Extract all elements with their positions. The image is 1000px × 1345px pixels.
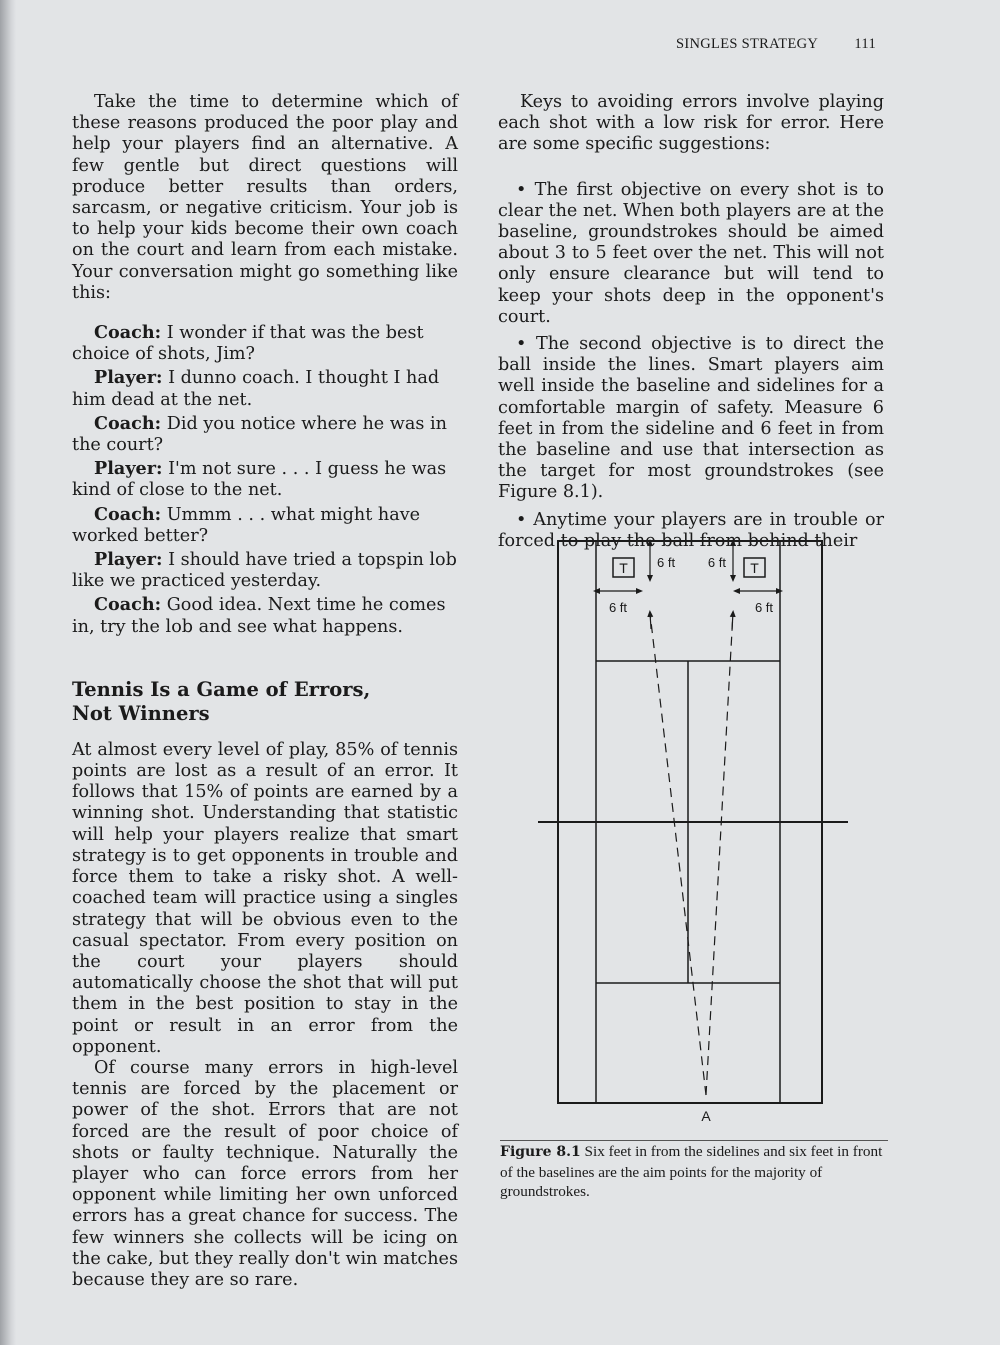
speaker-label: Player:: [94, 549, 163, 571]
dim-label-left: 6 ft: [608, 600, 628, 615]
figure-caption: [500, 1140, 888, 1202]
figure-caption-text: Six feet in from the sidelines and six feet in front of the baselines are the aim points for the majority of groundstrokes.: [500, 1143, 883, 1200]
dialogue-line: [72, 504, 458, 547]
dialogue-text: Did you notice where he was in the court?: [72, 413, 447, 456]
dashed-shot-path-left: [650, 613, 706, 1095]
intro-paragraph: Keys to avoiding errors involve playing each shot with a low risk for error. Here are some specific suggestions:: [498, 92, 884, 155]
speaker-label: Coach:: [94, 594, 162, 616]
dialogue-text: I should have tried a topspin lob like we practiced yesterday.: [72, 550, 457, 592]
dialogue-text: Good idea. Next time he comes in, try the lob and see what happens.: [72, 595, 446, 637]
page-number: 111: [854, 36, 876, 52]
section-heading: [72, 678, 458, 726]
dialogue-text: I wonder if that was the best choice of shots, Jim?: [72, 323, 424, 365]
dialogue-line: [72, 413, 458, 456]
speaker-label: Player:: [94, 458, 163, 480]
body-paragraph: At almost every level of play, 85% of tennis points are lost as a result of an error. It follows that 15% of points are earned by a winning shot. Understanding that statistic will help your players realize that smart strategy is to get opponents in trouble and force them to take a risky shot. A well-coached team will practice using a singles strategy that will be obvious even to the casual spectator. From every position on the court your players should automatically choose the shot that will put them in the best position to stay in the point or result in an error from the opponent.: [72, 739, 458, 1057]
speaker-label: Coach:: [94, 322, 162, 344]
heading-line-1: Tennis Is a Game of Errors,: [72, 677, 371, 701]
figure-tennis-court: [536, 539, 850, 1127]
speaker-label: Coach:: [94, 503, 162, 525]
dialogue-line: [72, 322, 458, 365]
section-title: SINGLES STRATEGY: [676, 36, 819, 52]
left-column: [72, 92, 458, 1291]
figure-caption-label: Figure 8.1: [500, 1144, 581, 1160]
target-label-right: T: [750, 560, 759, 576]
point-label-a: A: [701, 1108, 711, 1124]
book-spine-shadow: [0, 0, 16, 1345]
heading-line-2: Not Winners: [72, 701, 210, 725]
aim-arrow-right: [732, 613, 733, 629]
dialogue-text: Ummm . . . what might have worked better?: [72, 504, 421, 546]
dialogue-line: [72, 549, 458, 592]
dialogue-text: I'm not sure . . . I guess he was kind of close to the net.: [72, 459, 447, 501]
running-head: [676, 36, 876, 53]
dim-label-top-right: 6 ft: [707, 555, 726, 570]
dialogue-line: [72, 367, 458, 410]
dim-label-top-left: 6 ft: [657, 555, 676, 570]
right-column: [498, 92, 884, 552]
court-diagram: [536, 539, 850, 1127]
bullet-item: • The second objective is to direct the ball inside the lines. Smart players aim well inside the baseline and sidelines for a comfortable margin of safety. Measure 6 feet in from the sideline and 6 feet in from the baseline and use that intersection as the target for most groundstrokes (see Figure 8.1).: [498, 334, 884, 503]
dialogue-line: [72, 458, 458, 501]
speaker-label: Player:: [94, 367, 163, 389]
dialogue-line: [72, 594, 458, 637]
body-paragraph: Of course many errors in high-level tennis are forced by the placement or power of the shot. Errors that are not forced are the result of poor choice of shots or faulty technique. Naturally the player who can force errors from her opponent while limiting her own unforced errors has a great chance for success. The few winners she collects will be icing on the cake, but they really don't win matches because they are so rare.: [72, 1057, 458, 1290]
dim-label-right: 6 ft: [754, 600, 774, 615]
dialogue: [72, 322, 458, 638]
dashed-shot-path-right: [706, 613, 733, 1095]
dialogue-text: I dunno coach. I thought I had him dead at the net.: [72, 368, 440, 410]
bullet-item: • Anytime your players are in trouble or forced to play the ball from behind their: [498, 509, 884, 551]
speaker-label: Coach:: [94, 412, 162, 434]
intro-paragraph: Take the time to determine which of these reasons produced the poor play and help your players find an alternative. A few gentle but direct questions will produce better results than orders, sarcasm, or negative criticism. Your job is to help your kids become their own coach on the court and learn from each mistake. Your conversation might go something like this:: [72, 92, 458, 303]
target-label-left: T: [619, 560, 628, 576]
bullet-item: • The first objective on every shot is to clear the net. When both players are at the baseline, groundstrokes should be aimed about 3 to 5 feet over the net. This will not only ensure clearance but will tend to keep your shots deep in the opponent's court.: [498, 179, 884, 327]
